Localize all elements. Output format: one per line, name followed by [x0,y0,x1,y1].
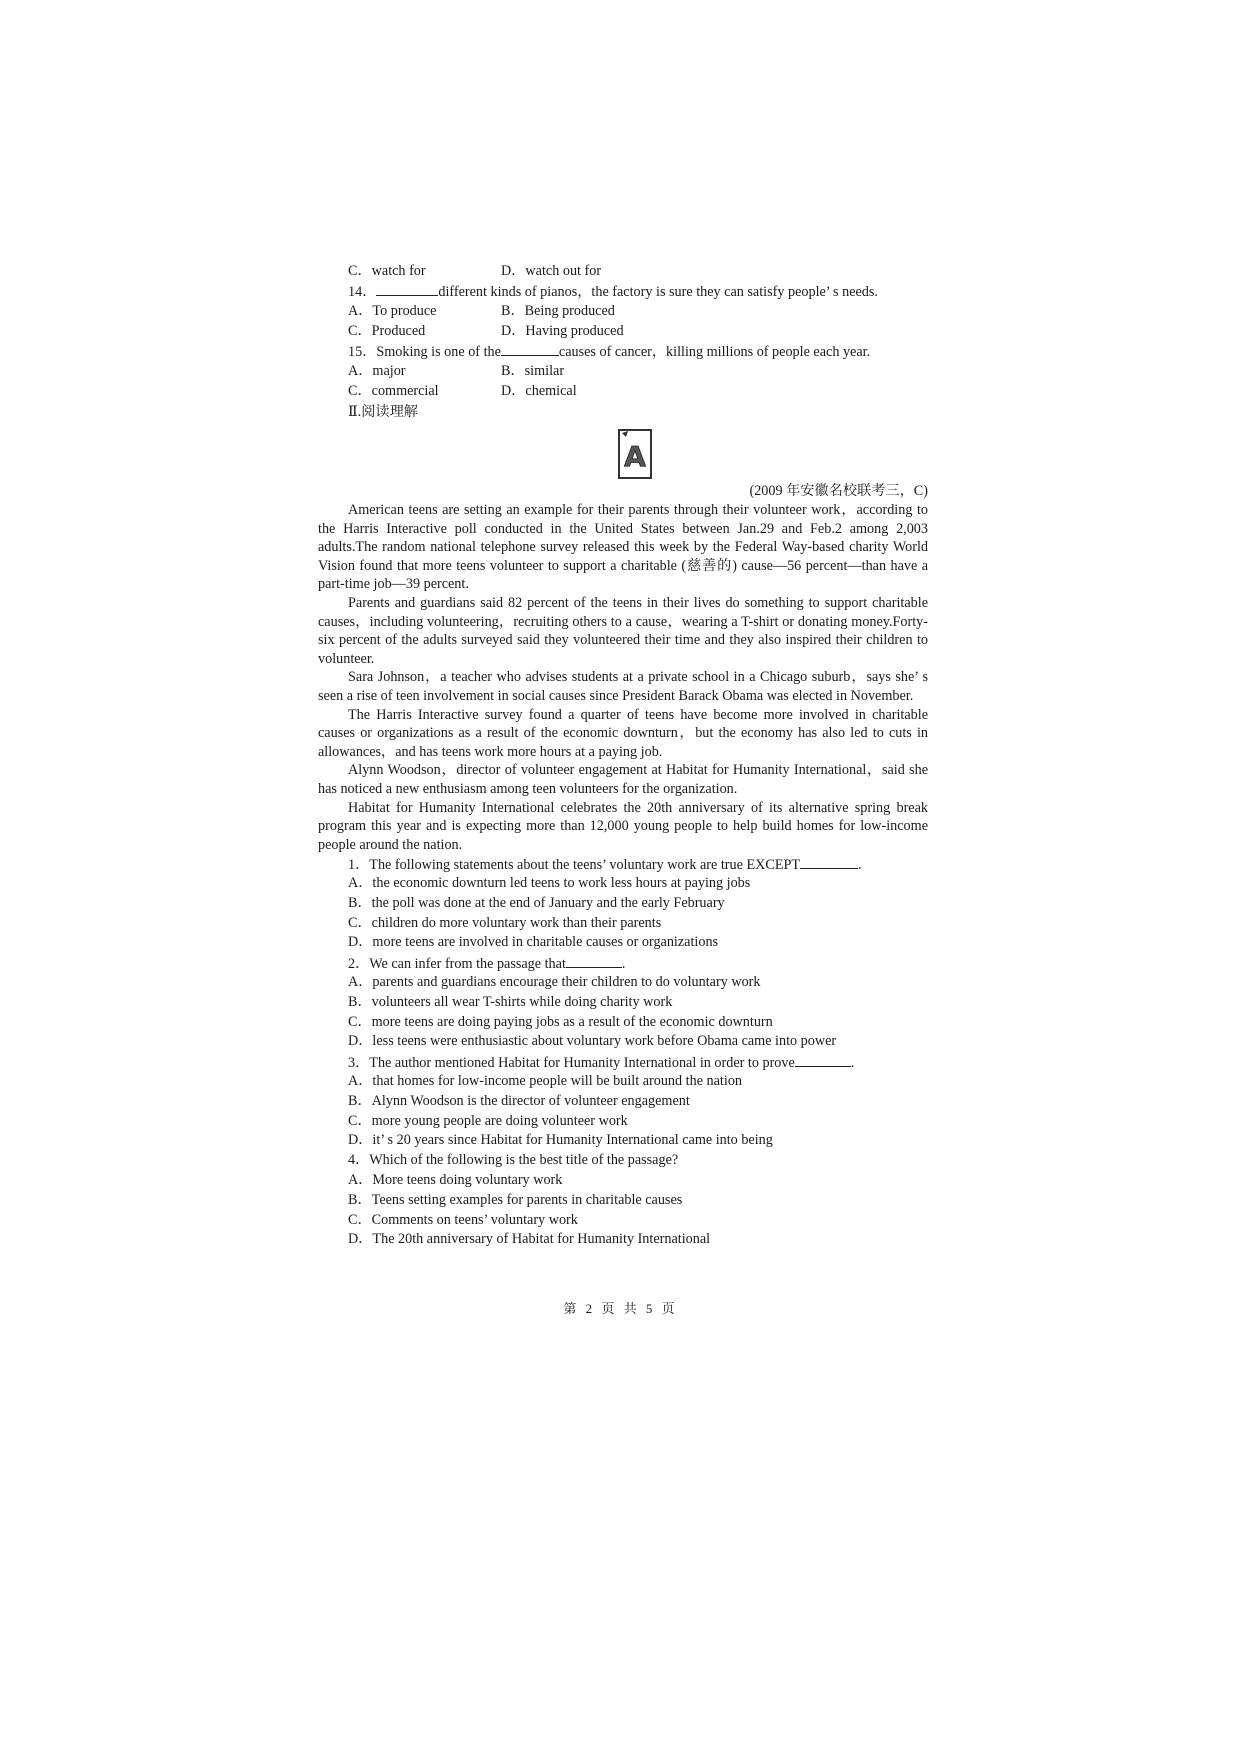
question-14-number: 14． [348,284,377,300]
letter-a-icon [620,431,650,477]
question-15-options-cd [318,381,928,401]
question-option: D．less teens were enthusiastic about voluntary work before Obama came into power [348,1033,837,1050]
question-stem-end: . [850,1055,855,1072]
question-option: A．that homes for low-income people will be built around the nation [348,1073,743,1090]
question-15-options-ab [318,361,928,381]
question-option: C．Comments on teens’ voluntary work [348,1211,578,1228]
question-option: A．More teens doing voluntary work [348,1172,563,1189]
passage-source: (2009 年安徽名校联考三，C) [749,483,928,499]
answer-blank [501,341,559,356]
badge-corner-mark [622,431,628,437]
question-stem-end: . [621,956,626,973]
question-option: D．more teens are involved in charitable causes or organizations [348,934,719,951]
option-c: C．commercial [348,383,439,399]
question-stem-text: 3．The author mentioned Habitat for Humanity International in order to prove [348,1055,795,1072]
passage-paragraph: Sara Johnson，a teacher who advises students at a private school in a Chicago suburb，says she’ s seen a rise of teen involvement in social causes since President Barack Obama was elected in November. [318,669,928,704]
answer-blank [566,953,622,968]
page-content [318,261,928,1250]
question-15-stem [318,341,928,361]
passage-badge [618,429,652,479]
answer-blank [376,281,438,296]
question-stem-end: . [858,857,862,874]
question-option: A．the economic downturn led teens to work less hours at paying jobs [348,875,751,892]
question-stem-text: 4．Which of the following is the best title of the passage? [348,1152,679,1169]
question-option: D．The 20th anniversary of Habitat for Humanity International [348,1231,711,1248]
question-option: B．volunteers all wear T-shirts while doing charity work [348,993,673,1010]
question-option: B．Teens setting examples for parents in charitable causes [348,1191,683,1208]
passage-badge-letter: A [624,440,646,473]
question-4-stem [318,1151,928,1171]
option-d: D．Having produced [501,323,624,339]
passage-badge-row [318,423,928,481]
option-c: C．Produced [348,323,426,339]
option-a: A．major [348,363,406,379]
question-14-text: different kinds of pianos，the factory is sure they can satisfy people’ s needs. [438,284,878,300]
prev-options-row [318,261,928,281]
option-d: D．watch out for [501,263,602,279]
question-option: D．it’ s 20 years since Habitat for Humanity International came into being [348,1132,773,1149]
question-option: B．the poll was done at the end of January and the early February [348,894,725,911]
section-title: Ⅱ.阅读理解 [348,404,418,420]
answer-blank [795,1052,851,1067]
question-stem-text: 1．The following statements about the teens’ voluntary work are true EXCEPT [348,857,801,874]
question-14-options-cd [318,321,928,341]
question-3-stem [318,1052,928,1072]
passage-paragraph: American teens are setting an example for their parents through their volunteer work，according to the Harris Interactive poll conducted in the United States between Jan.29 and Feb.2 among 2,003 adults.The random national telephone survey released this week by the Federal Way-based charity World Vision found that more teens volunteer to support a charitable (慈善的) cause—56 percent—than have a part-time job—39 percent. [318,502,928,593]
option-a: A．To produce [348,303,437,319]
passage-paragraph: Parents and guardians said 82 percent of the teens in their lives do something to support charitable causes，including volunteering，recruiting others to a cause，wearing a T-shirt or donating money.Forty-six percent of the adults surveyed said they volunteered their time and they also inspired their children to volunteer. [318,594,928,667]
question-2-stem [318,953,928,973]
question-1-stem [318,854,928,874]
question-option: C．more teens are doing paying jobs as a result of the economic downturn [348,1013,773,1030]
question-option: A．parents and guardians encourage their children to do voluntary work [348,974,761,991]
passage-paragraph: The Harris Interactive survey found a quarter of teens have become more involved in charitable causes or organizations as a result of the economic downturn，but the economy has also led to cuts in allowances，and has teens work more hours at a paying job. [318,706,928,760]
question-14-options-ab [318,301,928,321]
question-stem-text: 2．We can infer from the passage that [348,956,566,973]
option-c: C．watch for [348,263,426,279]
passage-paragraph: Habitat for Humanity International celebrates the 20th anniversary of its alternative spring break program this year and is expecting more than 12,000 young people to help build homes for low-income people around the nation. [318,799,928,853]
question-14-stem [318,281,928,301]
page-footer: 第 2 页 共 5 页 [563,1301,678,1316]
passage-paragraph: Alynn Woodson，director of volunteer engagement at Habitat for Humanity International，said she has noticed a new enthusiasm among teen volunteers for the organization. [318,762,928,797]
question-option: B．Alynn Woodson is the director of volunteer engagement [348,1092,690,1109]
question-15-text: causes of cancer，killing millions of people each year. [558,344,871,360]
question-15-number: 15．Smoking is one of the [348,344,501,360]
answer-blank [800,854,858,869]
question-option: C．children do more voluntary work than their parents [348,914,662,931]
option-b: B．Being produced [501,303,615,319]
option-b: B．similar [501,363,565,379]
question-option: C．more young people are doing volunteer work [348,1112,628,1129]
option-d: D．chemical [501,383,577,399]
